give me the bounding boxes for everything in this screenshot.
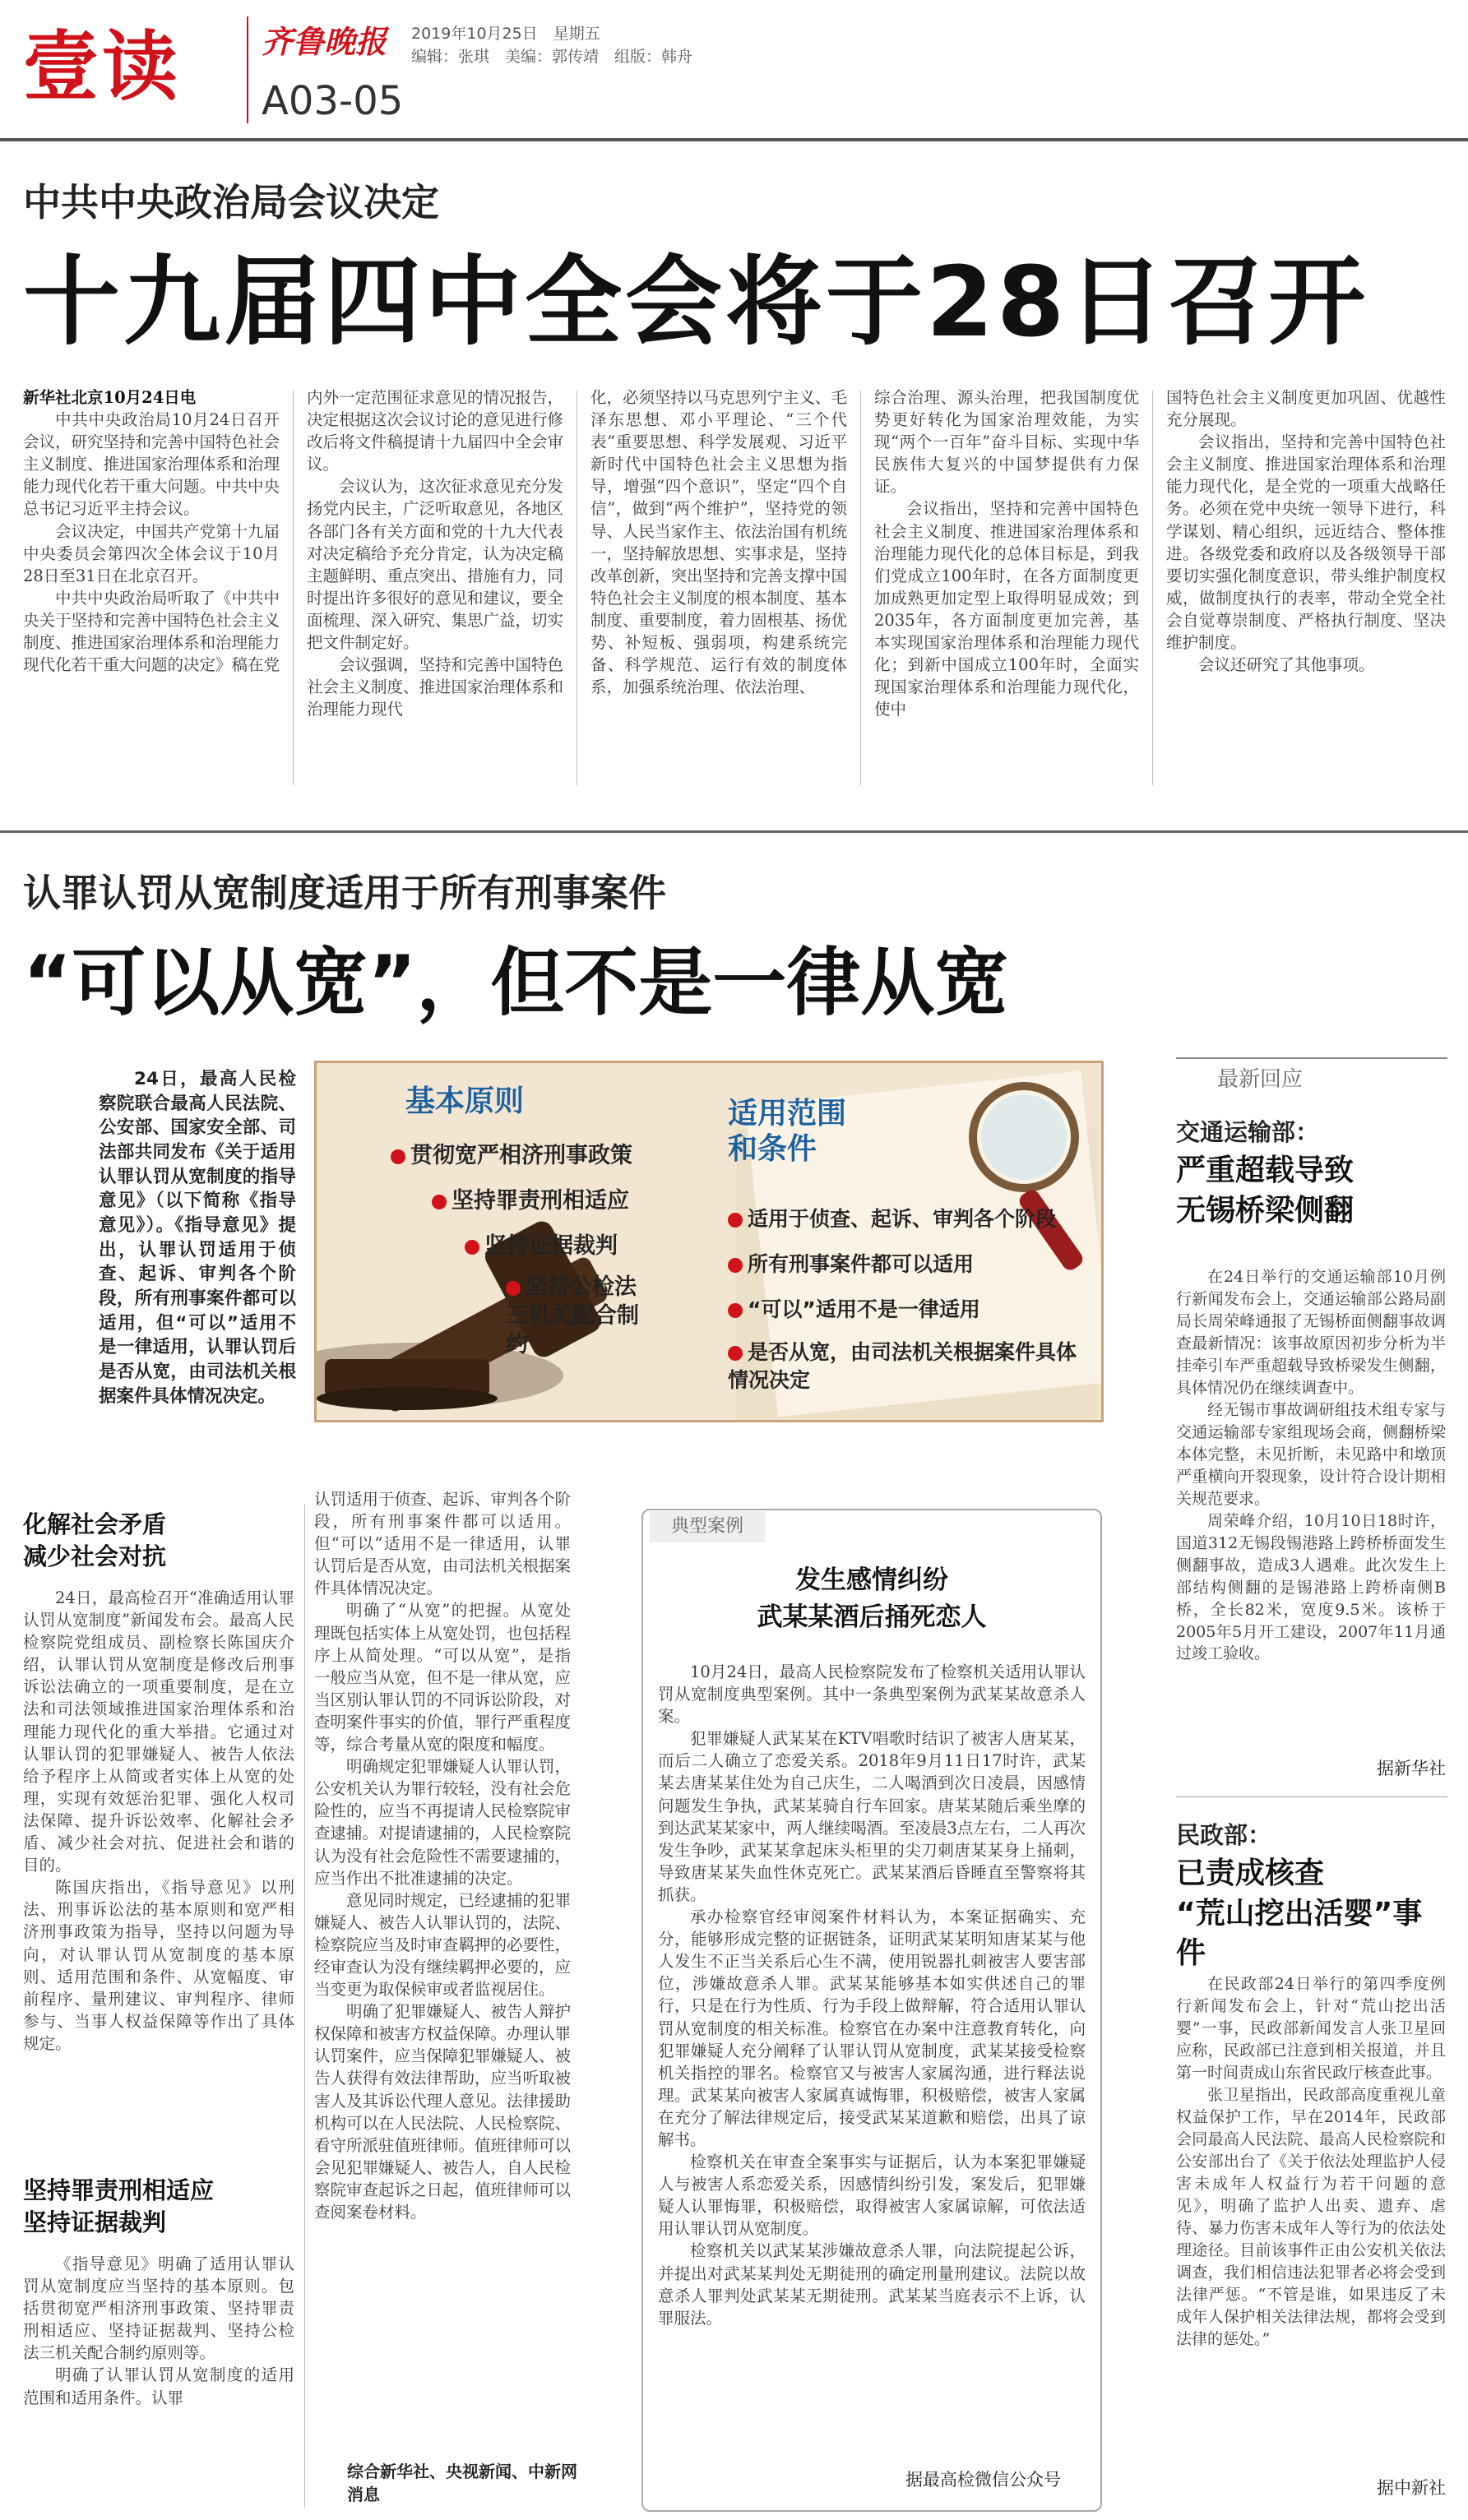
newspaper-brand: 齐鲁晚报 bbox=[262, 23, 387, 60]
story2-lead: 24日，最高人民检察院联合最高人民法院、公安部、国家安全部、司法部共同发布《关于适用认罪认罚从宽制度的指导意见》（以下简称《指导意见》）。《指导意见》提出，认罪认罚适用于侦查、起诉、审判各个阶段，所有刑事案件都可以适用，但“可以”适用不是一律适用，认罪认罚后是否从宽，由司法机关根据案件具体情况决定。 bbox=[99, 1069, 296, 1407]
sidebar-tag: 最新回应 bbox=[1217, 1067, 1304, 1092]
principle-item: 贯彻宽严相济刑事政策 bbox=[391, 1137, 632, 1169]
paragraph: 24日，最高检召开“准确适用认罪认罚从宽制度”新闻发布会。最高人民检察院党组成员、副检察长陈国庆介绍，认罪认罚从宽制度是修改后刑事诉讼法确立的一项重要制度，是在立法和司法领域推进国家治理体系和治理能力现代化的重大举措。它通过对认罪认罚的犯罪嫌疑人、被告人依法给予程序上从简或者实体上从宽的处理，实现有效惩治犯罪、强化人权司法保障、提升诉讼效率、化解社会矛盾、减少社会对抗、促进社会和谐的目的。 bbox=[23, 1588, 294, 1875]
paragraph: 犯罪嫌疑人武某某在KTV唱歌时结识了被害人唐某某，而后二人确立了恋爱关系。2018年9月11日17时许，武某某去唐某某住处为自己庆生，二人喝酒到次日凌晨，因感情问题发生争执，武某某骑自行车回家。唐某某随后乘坐摩的到达武某某家中，两人继续喝酒。至凌晨3点左右，二人再次发生争吵，武某某拿起床头柜里的尖刀刺唐某某身上捅刺，导致唐某某失血性休克死亡。武某某酒后昏睡直至警察将其抓获。 bbox=[658, 1729, 1086, 1904]
paragraph: 会议指出，坚持和完善中国特色社会主义制度、推进国家治理体系和治理能力现代化的总体目标是，到我们党成立100年时，在各方面制度更加成熟更加定型上取得明显成效；到2035年，各方面制度更加完善，基本实现国家治理体系和治理能力现代化；到新中国成立100年时，全面实现国家治理体系和治理能力现代化，使中 bbox=[874, 499, 1139, 719]
panel-basic-principles-title: 基本原则 bbox=[405, 1084, 525, 1118]
paragraph: 检察机关以武某某涉嫌故意杀人罪，向法院提起公诉，并提出对武某某判处无期徒刑的确定刑量刑建议。法院以故意杀人罪判处武某某无期徒刑。武某某当庭表示不上诉，认罪服法。 bbox=[658, 2241, 1086, 2328]
paragraph: 明确了认罪认罚从宽制度的适用范围和适用条件。认罪 bbox=[23, 2365, 294, 2407]
story1-kicker: 中共中央政治局会议决定 bbox=[23, 180, 439, 224]
paragraph: 周荣峰介绍，10月10日18时许，国道312无锡段锡港路上跨桥桥面发生侧翻事故，造成3人遇难。此次发生上部结构侧翻的是锡港路上跨桥南侧B桥，全长82米，宽度9.5米。该桥于2005年5月开工建设，2007年11月通过竣工验收。 bbox=[1176, 1511, 1446, 1663]
paragraph: 10月24日，最高人民检察院发布了检察机关适用认罪认罚从宽制度典型案例。其中一条典型案例为武某某故意杀人案。 bbox=[658, 1662, 1086, 1727]
story1-column-5 bbox=[1166, 386, 1446, 789]
sidebar-rule bbox=[1176, 1057, 1447, 1059]
scope-item: 适用于侦查、起诉、审判各个阶段 bbox=[728, 1203, 1056, 1232]
sidebar-item1-body bbox=[1176, 1266, 1446, 1751]
paragraph: 会议决定，中国共产党第十九届中央委员会第四次全体会议于10月28日至31日在北京召开。 bbox=[23, 521, 280, 585]
typical-case-tag: 典型案例 bbox=[650, 1511, 765, 1542]
sidebar-item1-source: 交通运输部： bbox=[1176, 1118, 1320, 1146]
story1-column-4 bbox=[874, 386, 1139, 789]
story2-column-a2 bbox=[23, 2253, 294, 2516]
principle-item: 坚持证据裁判 bbox=[465, 1228, 618, 1260]
story2-headline: “可以从宽”，但不是一律从宽 bbox=[23, 940, 1009, 1026]
bullet-icon bbox=[728, 1258, 743, 1273]
paragraph: 在民政部24日举行的第四季度例行新闻发布会上，针对“荒山挖出活婴”一事，民政部新闻发言人张卫星回应称，民政部已注意到相关报道，并且第一时间责成山东省民政厅核查此事。 bbox=[1176, 1975, 1446, 2082]
page-number: A03-05 bbox=[262, 78, 404, 124]
column-divider bbox=[860, 391, 861, 785]
story2-source-credit: 综合新华社、央视新闻、中新网消息 bbox=[347, 2462, 577, 2504]
bullet-icon bbox=[728, 1303, 743, 1318]
sidebar-item1-credit: 据新华社 bbox=[1377, 1759, 1446, 1778]
panel-scope-title: 适用范围和条件 bbox=[728, 1097, 847, 1167]
paragraph: 意见同时规定，已经逮捕的犯罪嫌疑人、被告人认罪认罚的，法院、检察院应当及时审查羁押的必要性，经审查认为没有继续羁押必要的，应当变更为取保候审或者监视居住。 bbox=[314, 1890, 571, 2000]
paragraph: 在24日举行的交通运输部10月例行新闻发布会上，交通运输部公路局副局长周荣峰通报了无锡桥面侧翻事故调查最新情况：该事故原因初步分析为半挂牵引车严重超载导致桥梁发生侧翻，具体情况仍在继续调查中。 bbox=[1176, 1268, 1446, 1397]
paragraph: 会议还研究了其他事项。 bbox=[1198, 655, 1375, 675]
story1-dateline: 新华社北京10月24日电 bbox=[23, 388, 197, 407]
paragraph: 明确了“从宽”的把握。从宽处理既包括实体上从宽处罚，也包括程序上从简处理。“可以从宽”，是指一般应当从宽，但不是一律从宽，应当区别认罪认罚的不同诉讼阶段，对查明案件事实的价值，罪行严重程度等，综合考量从宽的限度和幅度。 bbox=[314, 1601, 571, 1755]
story2-subhead-1: 化解社会矛盾 减少社会对抗 bbox=[23, 1510, 167, 1571]
scope-item: 是否从宽，由司法机关根据案件具体情况决定 bbox=[728, 1340, 1077, 1392]
paragraph: 国特色社会主义制度更加巩固、优越性充分展现。 bbox=[1166, 388, 1446, 430]
story2-subhead-2: 坚持罪责刑相适应 坚持证据裁判 bbox=[23, 2176, 215, 2237]
story1-column-3 bbox=[590, 386, 847, 789]
bullet-icon bbox=[728, 1346, 743, 1361]
section-rule bbox=[0, 830, 1468, 833]
scope-item: “可以”适用不是一律适用 bbox=[728, 1293, 980, 1323]
section-title: 壹读 bbox=[23, 23, 182, 111]
typical-case-body bbox=[658, 1661, 1086, 2434]
column-divider bbox=[1152, 391, 1153, 785]
paragraph: 认罚适用于侦查、起诉、审判各个阶段，所有刑事案件都可以适用。但“可以”适用不是一律适用，认罪认罚后是否从宽，由司法机关根据案件具体情况决定。 bbox=[314, 1490, 571, 1598]
paragraph: 中共中央政治局10月24日召开会议，研究坚持和完善中国特色社会主义制度、推进国家治理体系和治理能力现代化若干重大问题。中共中央总书记习近平主持会议。 bbox=[23, 410, 280, 519]
principles-infographic bbox=[314, 1061, 1104, 1422]
paragraph: 化，必须坚持以马克思列宁主义、毛泽东思想、邓小平理论、“三个代表”重要思想、科学发展观、习近平新时代中国特色社会主义思想为指导，增强“四个意识”，坚定“四个自信”，做到“两个维护”，坚持党的领导、人民当家作主、依法治国有机统一，坚持解放思想、实事求是，坚持改革创新，突出坚持和完善支撑中国特色社会主义制度的根本制度、基本制度、重要制度，着力固根基、扬优势、补短板、强弱项，构建系统完备、科学规范、运行有效的制度体系，加强系统治理、依法治理、 bbox=[590, 388, 847, 697]
paragraph: 陈国庆指出，《指导意见》以刑法、刑事诉讼法的基本原则和宽严相济刑事政策为指导，坚持以问题为导向，对认罪认罚从宽制度的基本原则、适用范围和条件、从宽幅度、审前程序、量刑建议、审判程序、律师参与、当事人权益保障等作出了具体规定。 bbox=[23, 1878, 294, 2053]
paragraph: 明确了犯罪嫌疑人、被告人辩护权保障和被害方权益保障。办理认罪认罚案件，应当保障犯罪嫌疑人、被告人获得有效法律帮助，应当听取被害人及其诉讼代理人意见。法律援助机构可以在人民法院、人民检察院、看守所派驻值班律师。值班律师可以会见犯罪嫌疑人、被告人，自人民检察院审查起诉之日起，值班律师可以查阅案卷材料。 bbox=[314, 2002, 571, 2222]
bullet-icon bbox=[506, 1281, 521, 1296]
bullet-icon bbox=[391, 1149, 405, 1164]
column-divider bbox=[304, 1505, 305, 2508]
typical-case-credit: 据最高检微信公众号 bbox=[905, 2470, 1061, 2490]
paragraph: 承办检察官经审阅案件材料认为，本案证据确实、充分，能够形成完整的证据链条，证明武某某明知唐某某与他人发生不正当关系后心生不满，使用锐器扎刺被害人要害部位，涉嫌故意杀人罪。武某某能够基本如实供述自己的罪行，只是在行为性质、行为手段上做辩解，符合适用认罪认罚从宽制度的相关标准。检察官在办案中注意教育转化，向犯罪嫌疑人充分阐释了认罪认罚从宽制度，武某某接受检察机关指控的罪名。检察官又与被害人家属沟通，进行释法说理。武某某向被害人家属真诚悔罪，积极赔偿，被害人家属在充分了解法律规定后，接受武某某道歉和赔偿，出具了谅解书。 bbox=[658, 1907, 1086, 2149]
paragraph: 会议强调，坚持和完善中国特色社会主义制度、推进国家治理体系和治理能力现代 bbox=[307, 655, 563, 719]
bullet-icon bbox=[465, 1240, 479, 1255]
paragraph: 中共中央政治局听取了《中共中央关于坚持和完善中国特色社会主义制度、推进国家治理体系和治理能力现代化若干重大问题的决定》稿在党 bbox=[23, 588, 280, 675]
scope-item: 所有刑事案件都可以适用 bbox=[728, 1248, 974, 1278]
paragraph: 内外一定范围征求意见的情况报告，决定根据这次会议讨论的意见进行修改后将文件稿提请十九届四中全会审议。 bbox=[307, 388, 563, 474]
paragraph: 张卫星指出，民政部高度重视儿童权益保护工作，早在2014年，民政部会同最高人民法院、最高人民检察院和公安部出台了《关于依法处理监护人侵害未成年人权益行为若干问题的意见》，明确了监护人出卖、遗弃、虐待、暴力伤害未成年人等行为的依法处理途径。目前该事件正由公安机关依法调查，我们相信违法犯罪者必将会受到法律严惩。“不管是谁，如果违反了未成年人保护相关法律法规，都将会受到法律的惩处。” bbox=[1176, 2085, 1446, 2348]
masthead-rule bbox=[0, 138, 1468, 141]
paragraph: 明确规定犯罪嫌疑人认罪认罚，公安机关认为罪行较轻，没有社会危险性的，应当不再提请人民检察院审查逮捕。对提请逮捕的，人民检察院认为没有社会危险性不需要逮捕的，应当作出不批准逮捕的决定。 bbox=[314, 1757, 571, 1888]
paragraph: 检察机关在审查全案事实与证据后，认为本案犯罪嫌疑人与被害人系恋爱关系，因感情纠纷引发，案发后，犯罪嫌疑人认罪悔罪，积极赔偿，取得被害人家属谅解，可依法适用认罪认罚从宽制度。 bbox=[658, 2152, 1086, 2239]
sidebar-item2-source: 民政部： bbox=[1176, 1821, 1272, 1849]
paragraph: 《指导意见》明确了适用认罪认罚从宽制度应当坚持的基本原则。包括贯彻宽严相济刑事政策、坚持罪责刑相适应、坚持证据裁判、坚持公检法三机关配合制约原则等。 bbox=[23, 2254, 294, 2363]
paragraph: 会议认为，这次征求意见充分发扬党内民主，广泛听取意见，各地区各部门各有关方面和党的十九大代表对决定稿给予充分肯定，认为决定稿主题鲜明、重点突出、措施有力，同时提出许多很好的意见和建议，要全面梳理、深入研究、集思广益，切实把文件制定好。 bbox=[307, 477, 563, 653]
sidebar-item2-headline: 已责成核查 “荒山挖出活婴”事件 bbox=[1176, 1856, 1423, 1971]
story1-column-2 bbox=[307, 386, 563, 789]
principle-item: 坚持罪责刑相适应 bbox=[432, 1182, 629, 1214]
story2-kicker: 认罪认罚从宽制度适用于所有刑事案件 bbox=[23, 871, 666, 915]
story2-column-a1 bbox=[23, 1587, 294, 2162]
bullet-icon bbox=[728, 1213, 743, 1228]
paragraph: 综合治理、源头治理，把我国制度优势更好转化为国家治理效能，为实现“两个一百年”奋斗目标、实现中华民族伟大复兴的中国梦提供有力保证。 bbox=[874, 388, 1139, 497]
sidebar-divider bbox=[1176, 1796, 1447, 1797]
story1-headline: 十九届四中全会将于28日召开 bbox=[23, 245, 1369, 358]
principle-item: 坚持公检法三机关配合制约 bbox=[506, 1274, 639, 1358]
editor-credits: 编辑：张琪 美编：郭传靖 组版：韩舟 bbox=[411, 48, 693, 66]
paragraph: 会议指出，坚持和完善中国特色社会主义制度、推进国家治理体系和治理能力现代化，是全党的一项重大战略任务。必须在党中央统一领导下进行，科学谋划、精心组织，远近结合、整体推进。各级党委和政府以及各级领导干部要切实强化制度意识，带头维护制度权威，做制度执行的表率，带动全党全社会自觉尊崇制度、严格执行制度、坚决维护制度。 bbox=[1166, 432, 1446, 653]
masthead-divider bbox=[247, 16, 248, 123]
story1-column-1 bbox=[23, 386, 280, 789]
bullet-icon bbox=[432, 1195, 447, 1209]
paragraph: 经无锡市事故调研组技术组专家与交通运输部专家组现场会商，侧翻桥梁本体完整，未见折断，未见路中和墩顶严重横向开裂现象，设计符合设计期相关规范要求。 bbox=[1176, 1400, 1446, 1508]
column-divider bbox=[293, 391, 294, 785]
typical-case-title: 发生感情纠纷 武某某酒后捅死恋人 bbox=[757, 1565, 987, 1632]
sidebar-item1-headline: 严重超载导致 无锡桥梁侧翻 bbox=[1176, 1154, 1355, 1228]
story2-column-b bbox=[314, 1488, 571, 2454]
sidebar-item2-body bbox=[1176, 1973, 1446, 2458]
issue-date: 2019年10月25日 星期五 bbox=[411, 25, 600, 43]
sidebar-item2-credit: 据中新社 bbox=[1377, 2478, 1446, 2498]
